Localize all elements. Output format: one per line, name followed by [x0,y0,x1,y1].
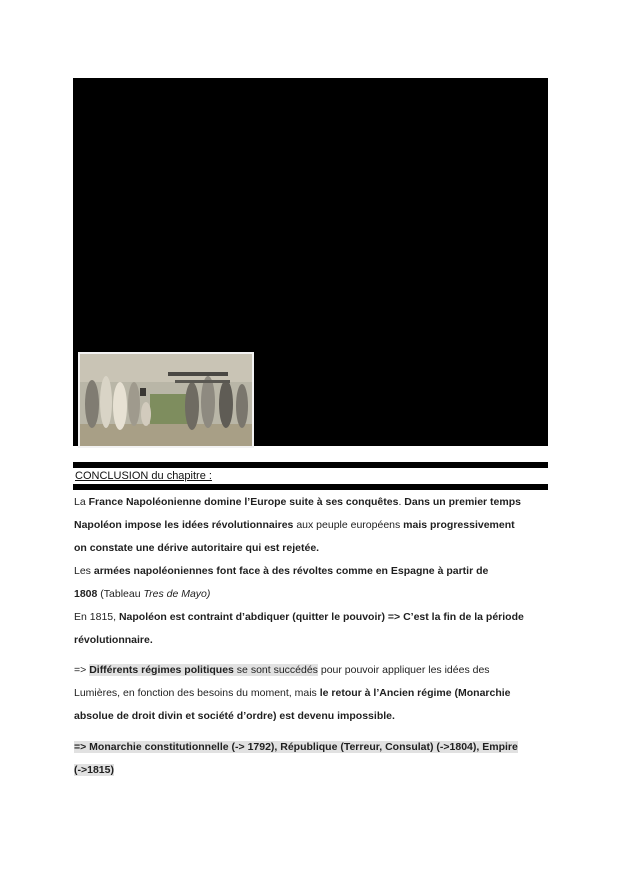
text-line: La France Napoléonienne domine l’Europe suite à ses conquêtes. Dans un premier temps [74,496,521,508]
text-line: absolue de droit divin et société d’ordre) est devenu impossible. [74,710,395,722]
text-line-highlighted: => Monarchie constitutionnelle (-> 1792), République (Terreur, Consulat) (->1804), Empire [74,741,518,753]
text-line: En 1815, Napoléon est contraint d’abdiquer (quitter le pouvoir) => C’est la fin de la période [74,611,524,623]
divider-bottom [73,484,548,490]
text-line: 1808 (Tableau Tres de Mayo) [74,588,211,600]
text-line: révolutionnaire. [74,634,153,646]
painting-thumbnail [78,352,254,448]
text-line: => Différents régimes politiques se sont succédés pour pouvoir appliquer les idées des [74,664,490,676]
painting-image [80,354,252,446]
text-line: Les armées napoléoniennes font face à des révoltes comme en Espagne à partir de [74,565,489,577]
text-line: Napoléon impose les idées révolutionnaires aux peuple européens mais progressivement [74,519,515,531]
text-line: on constate une dérive autoritaire qui est rejetée. [74,542,320,554]
divider-top [73,462,548,468]
section-heading: CONCLUSION du chapitre : [75,470,212,482]
text-line-highlighted: (->1815) [74,764,114,776]
text-line: Lumières, en fonction des besoins du moment, mais le retour à l’Ancien régime (Monarchie [74,687,511,699]
